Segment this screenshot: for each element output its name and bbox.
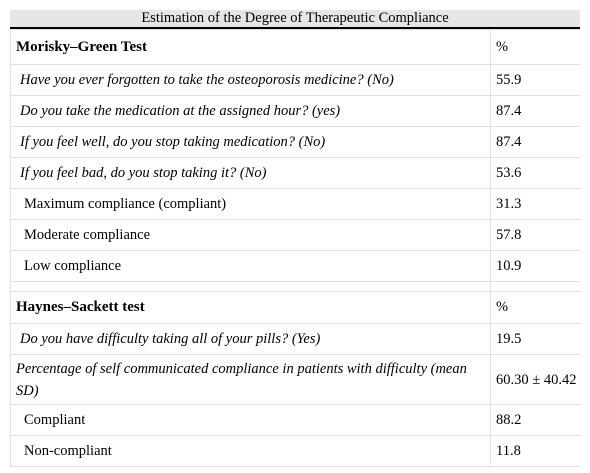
table-row: [11, 405, 581, 436]
question-label: If you feel well, do you stop taking medication? (No): [11, 127, 491, 158]
result-label: Compliant: [11, 405, 491, 436]
table-row: [11, 251, 581, 282]
compliance-table-container: [10, 10, 580, 473]
value-cell: 88.2: [491, 405, 581, 436]
question-label: Have you ever forgotten to take the osteoporosis medicine? (No): [11, 65, 491, 96]
table-row: [11, 127, 581, 158]
section-header-haynes: [11, 292, 581, 324]
value-cell: 53.6: [491, 158, 581, 189]
question-label: Do you take the medication at the assigned hour? (yes): [11, 96, 491, 127]
section-title: Morisky–Green Test: [11, 30, 491, 65]
value-cell: 31.3: [491, 189, 581, 220]
result-label: Non-compliant: [11, 436, 491, 467]
unit-header: %: [491, 292, 581, 324]
value-cell: 87.4: [491, 127, 581, 158]
value-cell: 55.9: [491, 65, 581, 96]
result-label: Low compliance: [11, 251, 491, 282]
value-cell: 57.8: [491, 220, 581, 251]
table-row: [11, 436, 581, 467]
value-cell: 60.30 ± 40.42: [491, 355, 581, 405]
table-row: [11, 189, 581, 220]
table-row: [11, 355, 581, 405]
question-label: Do you have difficulty taking all of your pills? (Yes): [11, 324, 491, 355]
table-caption: Estimation of the Degree of Therapeutic Compliance: [10, 10, 580, 29]
table-row: [11, 96, 581, 127]
compliance-table: [10, 29, 580, 467]
question-label: Percentage of self communicated compliance in patients with difficulty (mean SD): [11, 355, 491, 405]
table-row: [11, 65, 581, 96]
result-label: Moderate compliance: [11, 220, 491, 251]
question-label: If you feel bad, do you stop taking it? (No): [11, 158, 491, 189]
section-spacer: [11, 282, 581, 292]
result-label: Maximum compliance (compliant): [11, 189, 491, 220]
section-header-morisky: [11, 30, 581, 65]
table-row: [11, 220, 581, 251]
table-row: [11, 324, 581, 355]
unit-header: %: [491, 30, 581, 65]
section-title: Haynes–Sackett test: [11, 292, 491, 324]
value-cell: 87.4: [491, 96, 581, 127]
table-row: [11, 158, 581, 189]
value-cell: 11.8: [491, 436, 581, 467]
value-cell: 19.5: [491, 324, 581, 355]
value-cell: 10.9: [491, 251, 581, 282]
